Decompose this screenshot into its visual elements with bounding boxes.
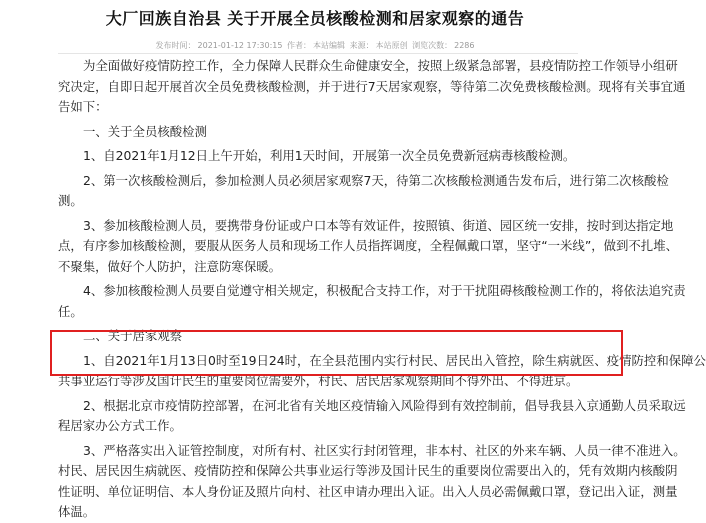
section-1-item-1: 1、自2021年1月12日上午开始，利用1天时间，开展第一次全员免费新冠病毒核酸检测。: [83, 148, 576, 163]
article-meta: [0, 40, 630, 51]
section-1-item-3: 3、参加核酸检测人员，要携带身份证或户口本等有效证件，按照镇、街道、园区统一安排，按时到达指定地 点，有序参加核酸检测，要服从医务人员和现场工作人员指挥调度，全程佩戴口罩，坚守“一米线”，做到不扎堆、 不聚集，做好个人防护，注意防寒保暖。: [58, 217, 678, 274]
section-1-heading: 一、关于全员核酸检测: [83, 123, 207, 139]
source-name: 本站原创: [375, 41, 408, 50]
views-label: 浏览次数：: [412, 41, 453, 50]
publish-time: 2021-01-12 17:30:15: [197, 41, 283, 50]
section-2-heading: 二、关于居家观察: [83, 328, 183, 343]
source-label: 来源：: [349, 41, 374, 50]
section-2-item-3: 3、严格落实出入证管控制度，对所有村、社区实行封闭管理，非本村、社区的外来车辆、人员一律不准进入。 村民、居民因生病就医、疫情防控和保障公共事业运行等涉及国计民生的重要岗位需要出入的，凭有效期内核酸阴 性证明、单位证明信、本人身份证及照片向村、社区申请办理出入证。出入人员必需佩戴口罩，登记出入证，测量 体温。: [58, 442, 686, 519]
article-title: 大厂回族自治县 关于开展全员核酸检测和居家观察的通告: [105, 9, 525, 28]
author-name: 本站编辑: [313, 41, 346, 50]
highlight-box: [50, 330, 623, 376]
section-1-item-2: 2、第一次核酸检测后，参加检测人员必须居家观察7天，待第二次核酸检测通告发布后，进行第二次核酸检 测。: [58, 172, 669, 208]
section-1-item-4: 4、参加核酸检测人员要自觉遵守相关规定，积极配合支持工作，对于干扰阻碍核酸检测工作的，将依法追究责 任。: [58, 283, 686, 319]
section-2-item-2: 2、根据北京市疫情防控部署，在河北省有关地区疫情输入风险得到有效控制前，倡导我县入京通勤人员采取远 程居家办公方式工作。: [58, 397, 686, 433]
article-body: [58, 56, 706, 523]
views-count: 2286: [454, 41, 475, 50]
meta-divider: [58, 53, 578, 54]
section-2-item-1: 1、自2021年1月13日0时至19日24时，在全县范围内实行村民、居民出入管控，除生病就医、疫情防控和保障公 共事业运行等涉及国计民生的重要岗位需要外，村民、居民居家观察期间不得外出、不得进京。: [58, 352, 706, 388]
intro-paragraph: 为全面做好疫情防控工作，全力保障人民群众生命健康安全，按照上级紧急部署，县疫情防控工作领导小组研 究决定，自即日起开展首次全员免费核酸检测，并于进行7天居家观察，等待第二次免费核酸检测。现将有关事宜通 告如下：: [58, 58, 686, 114]
publish-label: 发布时间：: [155, 41, 196, 50]
author-label: 作者：: [287, 41, 312, 50]
